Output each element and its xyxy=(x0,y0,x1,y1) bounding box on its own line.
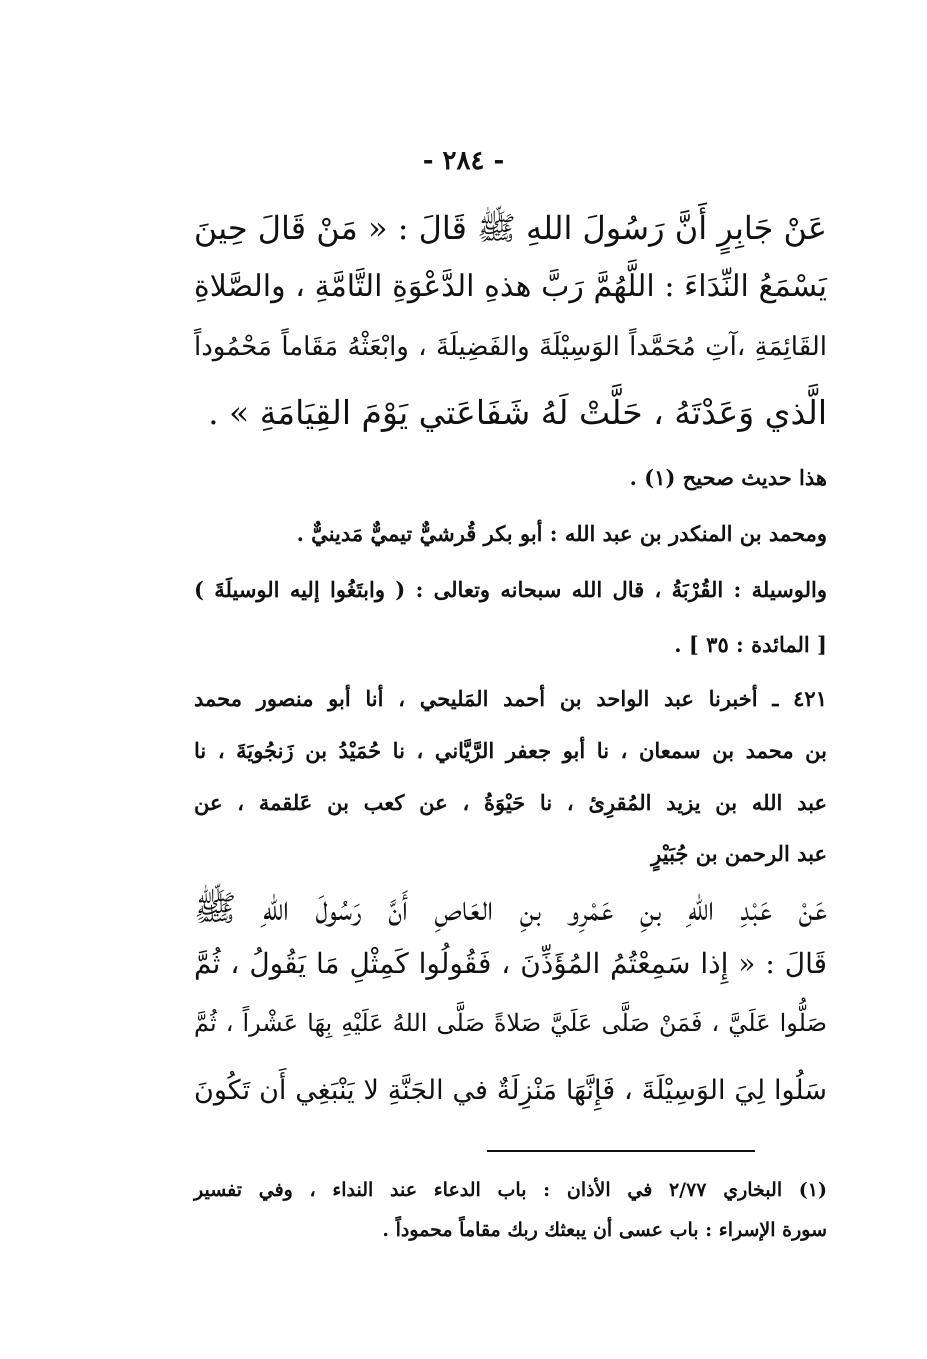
hadith-line: الَّذي وَعَدْتَهُ ، حَلَّتْ لَهُ شَفَاعَتي يَوْمَ القِيَامَةِ » . xyxy=(208,393,827,432)
hadith-line: عَنْ جَابِرٍ أَنَّ رَسُولَ اللهِ ﷺ قَالَ : « مَنْ قَالَ حِينَ xyxy=(193,209,827,247)
isnad-line: عبد الرحمن بن جُبَيْرٍ xyxy=(651,841,827,866)
hadith-line: قَالَ : « إِذا سَمِعْتُمُ المُؤَذِّنَ ، فَقُولُوا كَمِثْلِ مَا يَقُولُ ، ثُمَّ xyxy=(194,947,827,980)
hadith-line: عَنْ عَبْدِ اللهِ بنِ عَمْرِو بنِ العَاصِ أَنَّ رَسُولَ اللهِ ﷺ xyxy=(194,889,827,929)
commentary-line: [ المائدة : ٣٥ ] . xyxy=(674,632,827,657)
isnad-line: ٤٢١ ـ أخبرنا عبد الواحد بن أحمد المَليحي ، أنا أبو منصور محمد xyxy=(194,686,827,711)
footnote-line: سورة الإسراء : باب عسى أن يبعثك ربك مقاماً محموداً . xyxy=(382,1219,827,1241)
commentary-line: والوسيلة : القُرْبَةُ ، قال الله سبحانه وتعالى : ( وابتَغُوا إليه الوسيلَةَ ) xyxy=(194,577,827,602)
commentary-line: ومحمد بن المنكدر بن عبد الله : أبو بكر قُرشيٌّ تيميٌّ مَدينيٌّ . xyxy=(296,521,827,546)
footnote-divider xyxy=(487,1150,755,1152)
page-number: - ٢٨٤ - xyxy=(422,146,505,176)
hadith-line: سَلُوا لِيَ الوَسِيْلَةَ ، فَإِنَّهَا مَنْزِلَةٌ في الجَنَّةِ لا يَنْبَغِي أَن تَكُونَ xyxy=(194,1075,827,1106)
footnote-line: (١) البخاري ٢/٧٧ في الأذان : باب الدعاء عند النداء ، وفي تفسير xyxy=(194,1179,827,1201)
isnad-line: عبد الله بن يزيد المُقرِئ ، نا حَيْوَةُ ، عن كعب بن عَلقمة ، عن xyxy=(194,790,827,815)
grading-line: هذا حديث صحيح (١) . xyxy=(629,465,827,490)
isnad-line: بن محمد بن سمعان ، نا أبو جعفر الرَّيَّاني ، نا حُمَيْدُ بن زَنجُويَةَ ، نا xyxy=(194,738,827,763)
hadith-line: صَلُّوا عَلَيَّ ، فَمَنْ صَلَّى عَلَيَّ صَلاةً صَلَّى اللهُ عَلَيْهِ بِهَا عَشْراً ، ثُمَّ xyxy=(194,1009,827,1037)
hadith-line: القَائِمَةِ ،آتِ مُحَمَّداً الوَسِيْلَةَ والفَضِيلَةَ ، وابْعَثْهُ مَقَاماً مَحْمُوداً xyxy=(194,332,827,362)
hadith-line: يَسْمَعُ النِّدَاءَ : اللَّهُمَّ رَبَّ هذهِ الدَّعْوَةِ التَّامَّةِ ، والصَّلاةِ xyxy=(194,269,827,304)
